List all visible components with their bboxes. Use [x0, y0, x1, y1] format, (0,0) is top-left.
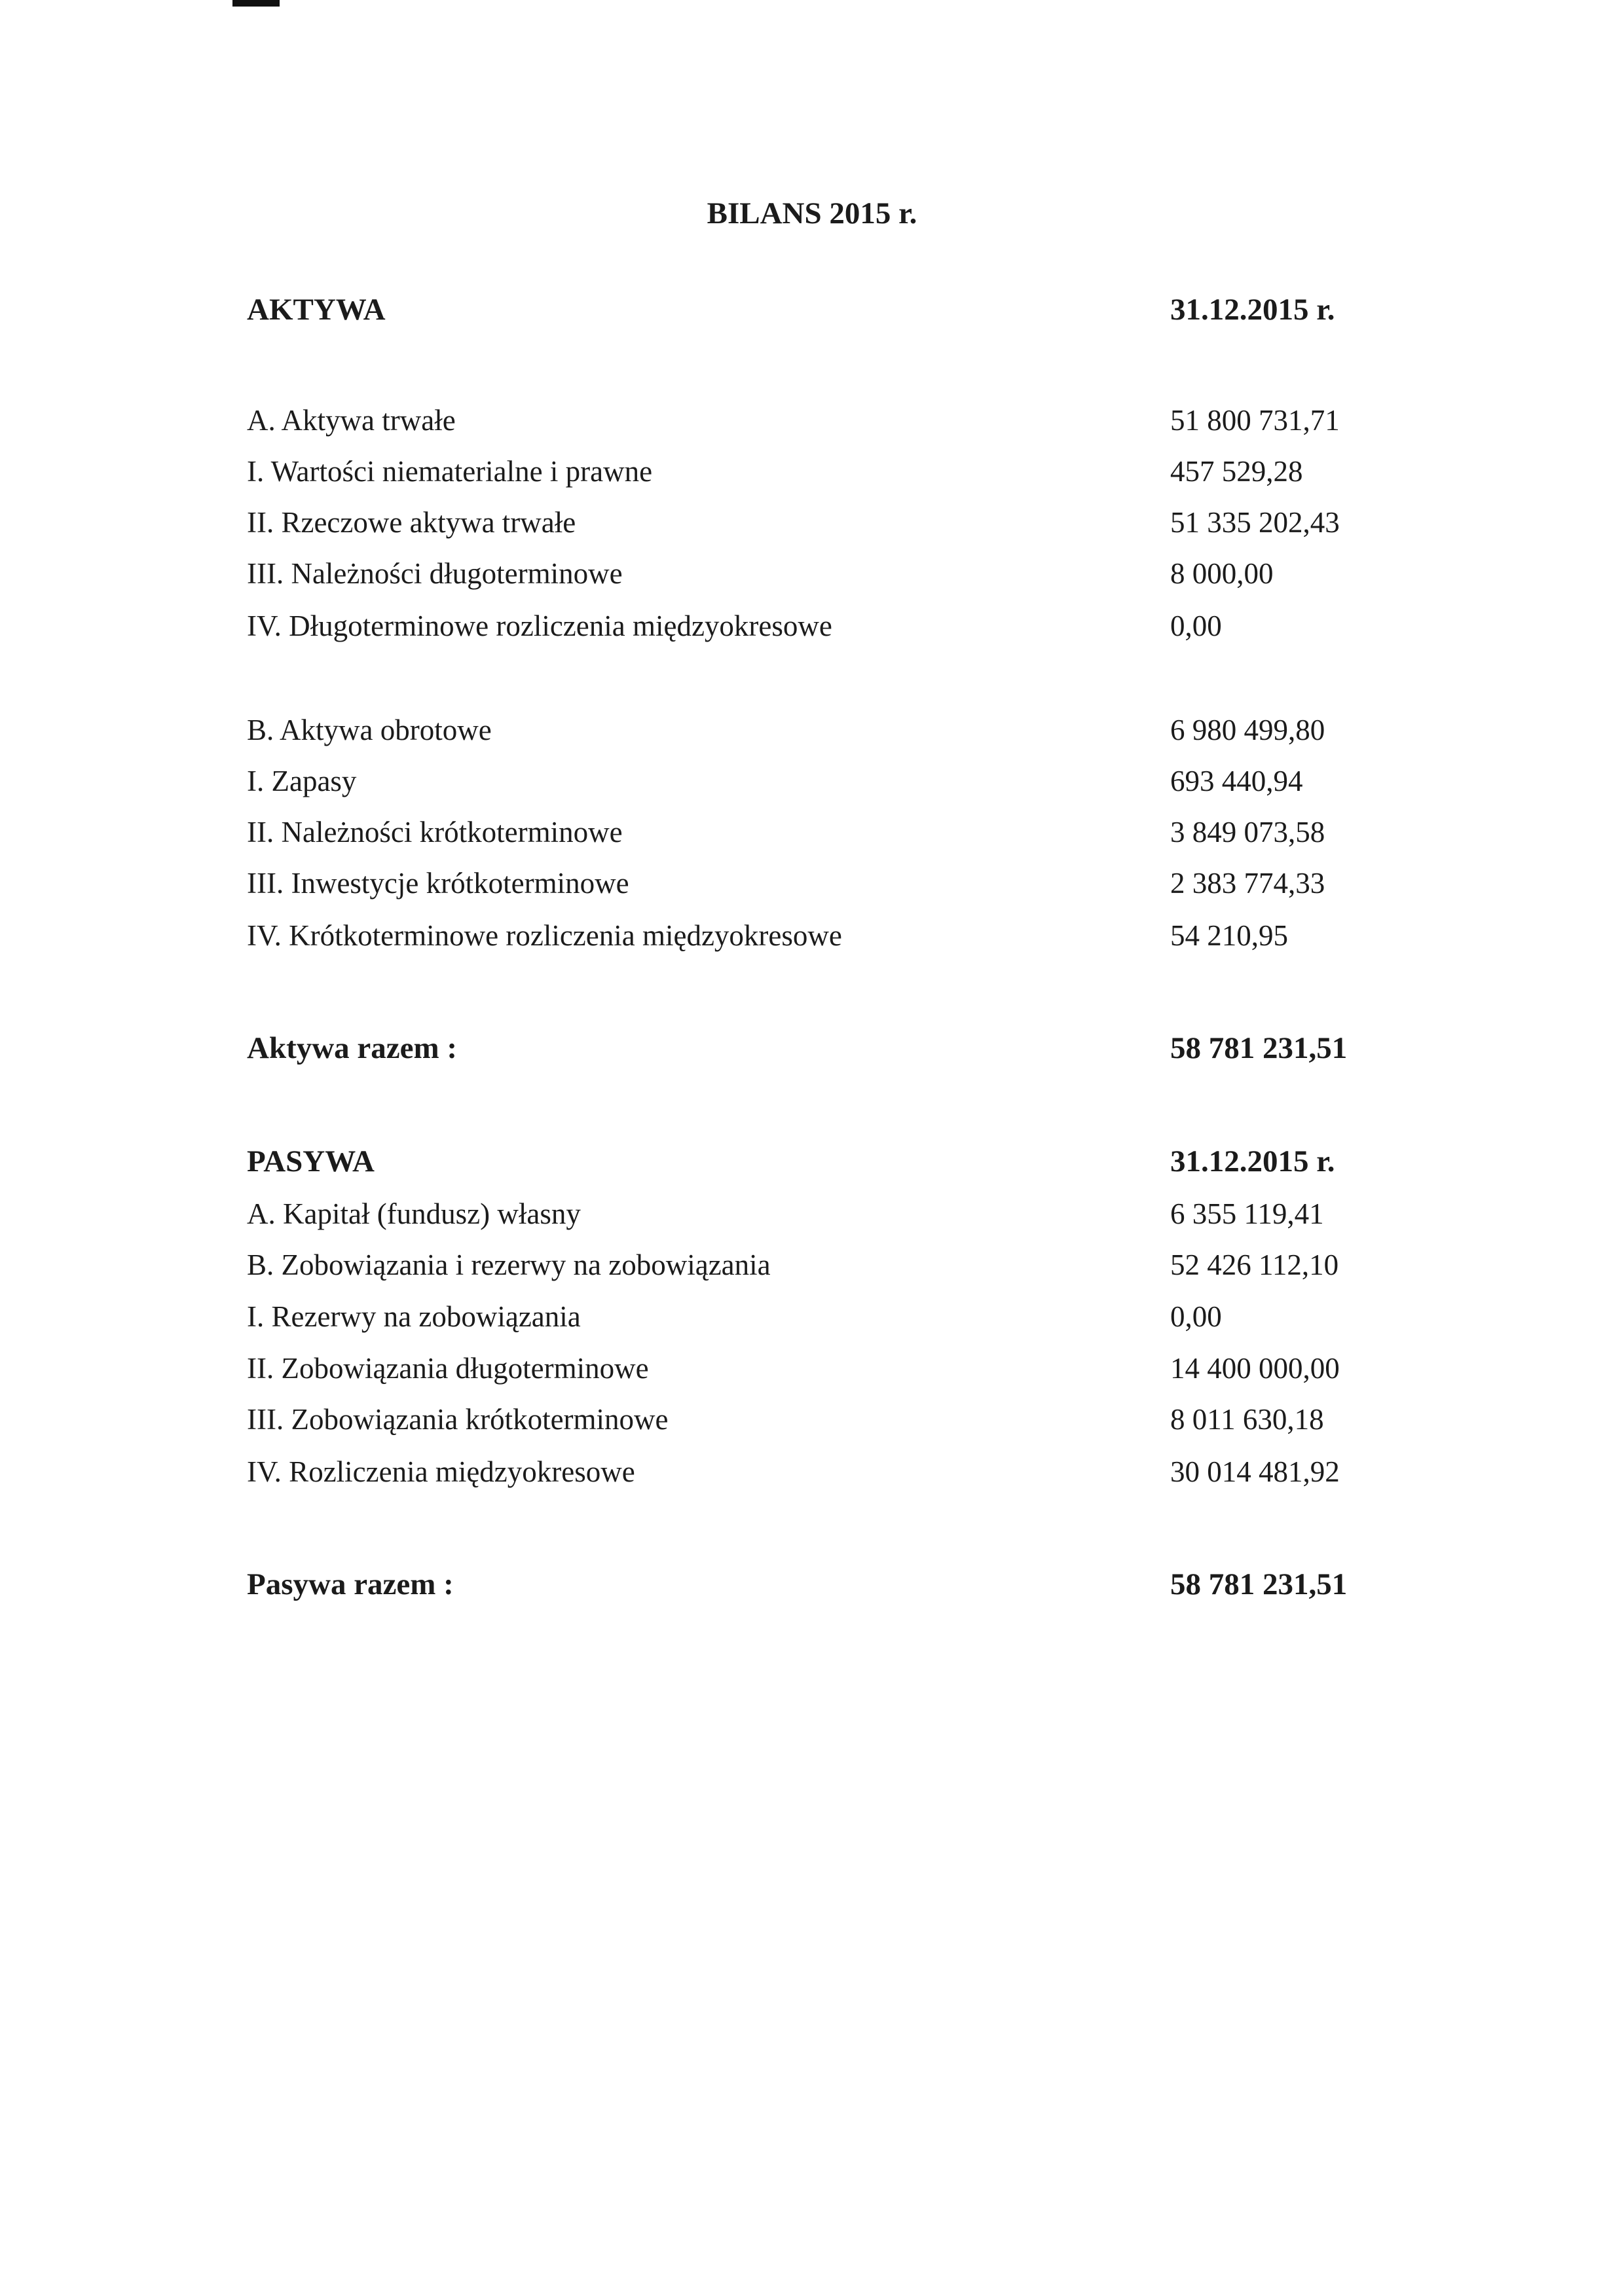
- row-value: 3 849 073,58: [1170, 816, 1325, 848]
- table-row: [0, 504, 1624, 541]
- table-row: [0, 763, 1624, 799]
- row-label: IV. Długoterminowe rozliczenia międzyokresowe: [247, 610, 832, 642]
- table-row: [0, 712, 1624, 748]
- row-label: IV. Rozliczenia międzyokresowe: [247, 1455, 635, 1488]
- row-value: 51 335 202,43: [1170, 506, 1340, 539]
- row-label: III. Zobowiązania krótkoterminowe: [247, 1403, 669, 1436]
- row-label: II. Należności krótkoterminowe: [247, 816, 623, 848]
- table-row: [0, 1350, 1624, 1387]
- row-value: 8 011 630,18: [1170, 1403, 1324, 1436]
- pasywa-total-value: 58 781 231,51: [1170, 1567, 1348, 1601]
- row-value: 52 426 112,10: [1170, 1248, 1339, 1281]
- aktywa-total-row: [0, 1030, 1624, 1066]
- table-row: [0, 1298, 1624, 1335]
- table-row: [0, 865, 1624, 902]
- table-row: [0, 453, 1624, 490]
- pasywa-heading: PASYWA: [247, 1144, 375, 1178]
- row-label: B. Aktywa obrotowe: [247, 714, 492, 746]
- pasywa-total-label: Pasywa razem :: [247, 1567, 454, 1601]
- row-value: 54 210,95: [1170, 919, 1288, 952]
- row-value: 693 440,94: [1170, 765, 1303, 797]
- table-row: [0, 814, 1624, 850]
- table-row: [0, 555, 1624, 592]
- row-label: I. Rezerwy na zobowiązania: [247, 1300, 581, 1333]
- aktywa-date: 31.12.2015 r.: [1170, 293, 1335, 327]
- row-value: 8 000,00: [1170, 557, 1274, 590]
- row-label: II. Rzeczowe aktywa trwałe: [247, 506, 576, 539]
- row-label: III. Należności długoterminowe: [247, 557, 623, 590]
- row-value: 6 980 499,80: [1170, 714, 1325, 746]
- document-title: BILANS 2015 r.: [707, 196, 917, 230]
- table-row: [0, 402, 1624, 439]
- row-label: B. Zobowiązania i rezerwy na zobowiązania: [247, 1248, 771, 1281]
- aktywa-total-label: Aktywa razem :: [247, 1031, 458, 1065]
- table-row: [0, 1247, 1624, 1283]
- row-label: III. Inwestycje krótkoterminowe: [247, 867, 629, 900]
- row-value: 30 014 481,92: [1170, 1455, 1340, 1488]
- row-label: II. Zobowiązania długoterminowe: [247, 1352, 649, 1385]
- row-label: A. Aktywa trwałe: [247, 404, 456, 437]
- aktywa-heading: AKTYWA: [247, 293, 386, 327]
- aktywa-header: [0, 291, 1624, 328]
- row-value: 0,00: [1170, 1300, 1222, 1333]
- pasywa-header: [0, 1143, 1624, 1180]
- row-value: 14 400 000,00: [1170, 1352, 1340, 1385]
- row-value: 0,00: [1170, 610, 1222, 642]
- row-value: 6 355 119,41: [1170, 1197, 1324, 1230]
- table-row: [0, 1195, 1624, 1232]
- row-label: IV. Krótkoterminowe rozliczenia międzyokresowe: [247, 919, 842, 952]
- table-row: [0, 608, 1624, 644]
- row-label: A. Kapitał (fundusz) własny: [247, 1197, 581, 1230]
- table-row: [0, 1401, 1624, 1438]
- row-value: 457 529,28: [1170, 455, 1303, 488]
- row-label: I. Wartości niematerialne i prawne: [247, 455, 653, 488]
- row-value: 51 800 731,71: [1170, 404, 1340, 437]
- table-row: [0, 917, 1624, 954]
- pasywa-total-row: [0, 1566, 1624, 1603]
- row-label: I. Zapasy: [247, 765, 357, 797]
- pasywa-date: 31.12.2015 r.: [1170, 1144, 1335, 1178]
- row-value: 2 383 774,33: [1170, 867, 1325, 900]
- scan-edge-mark: [232, 0, 280, 7]
- aktywa-total-value: 58 781 231,51: [1170, 1031, 1348, 1065]
- table-row: [0, 1453, 1624, 1490]
